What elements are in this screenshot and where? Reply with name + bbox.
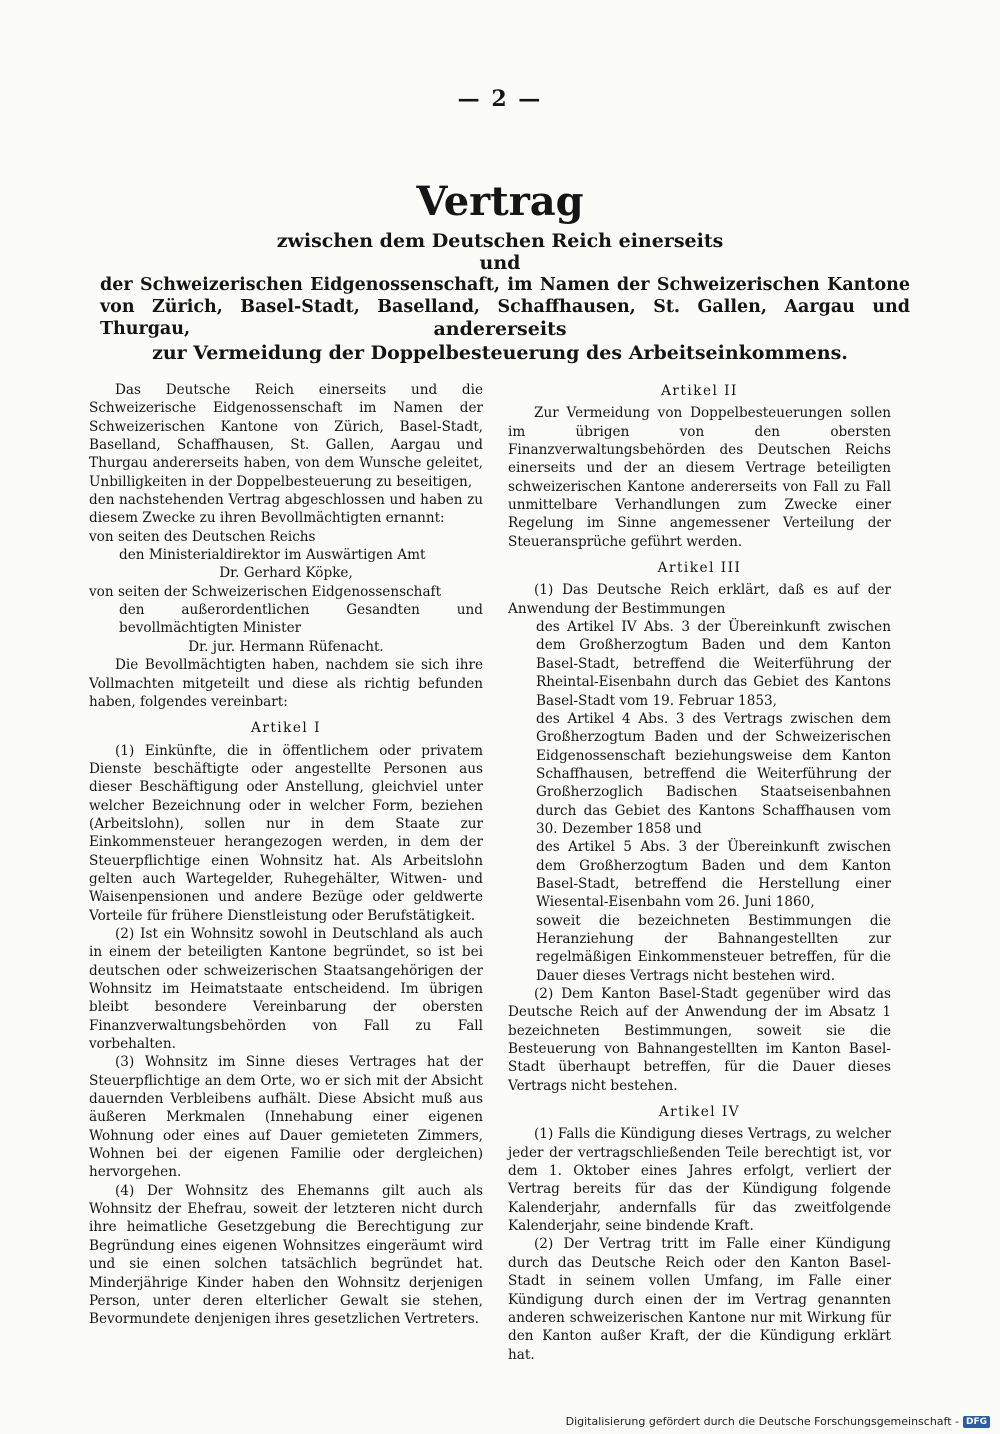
article-paragraph: (1) Falls die Kündigung dieses Vertrags, zu welcher jeder der vertragschließenden Teile berechtigt ist, vor dem 1. Oktober eines Jahres erfolgt, verliert der Vertrag bereits für das der Kündigung folgende Kalenderjahr, andernfalls für das zweitfolgende Kalenderjahr, seine bindende Kraft. (508, 1126, 891, 1235)
article-paragraph: (2) Ist ein Wohnsitz sowohl in Deutschland als auch in einem der beteiligten Kantone begründet, so ist bei deutschen oder schweizerischen Staatsangehörigen der Wohnsitz im Heimatstaate entscheidend. Im übrigen bleibt besondere Vereinbarung der obersten Finanzverwaltungsbehörden von Fall zu Fall vorbehalten. (89, 925, 483, 1053)
agreement-paragraph: Die Bevollmächtigten haben, nachdem sie sich ihre Vollmachten mitgeteilt und diese als richtig befunden haben, folgendes vereinbart: (89, 657, 483, 710)
plenipotentiary-line: den außerordentlichen Gesandten und bevollmächtigten Minister (119, 602, 483, 637)
article-heading: Artikel I (251, 720, 321, 737)
article-heading: Artikel IV (658, 1104, 741, 1121)
left-column (89, 381, 483, 1329)
subtitle-line-2: und (479, 252, 521, 274)
article-paragraph: (3) Wohnsitz im Sinne dieses Vertrages hat der Steuerpflichtige an dem Orte, wo er sich mit der Absicht dauernden Verbleibens aufhält. Diese Absicht muß aus äußeren Merkmalen (Innehabung einer eigenen Wohnung oder eines auf Dauer gemieteten Zimmers, Wohnen bei der eigenen Familie oder dergleichen) hervorgehen. (89, 1054, 483, 1181)
article-item: des Artikel 5 Abs. 3 der Übereinkunft zwischen dem Großherzogtum Baden und dem Kanton Basel-Stadt, betreffend die Herstellung einer Wiesental-Eisenbahn vom 26. Juni 1860, (536, 839, 891, 911)
dfg-logo: DFG (963, 1416, 990, 1428)
article-paragraph: soweit die bezeichneten Bestimmungen die Heranziehung der Bahnangestellten zur regelmäßigen Einkommensteuer betreffen, für die Dauer dieses Vertrags nicht bestehen wird. (536, 912, 891, 984)
article-heading: Artikel III (657, 560, 742, 577)
footer-text: Digitalisierung gefördert durch die Deutsche Forschungsgemeinschaft - (565, 1415, 959, 1428)
article-paragraph: (1) Das Deutsche Reich erklärt, daß es auf der Anwendung der Bestimmungen (508, 582, 891, 617)
article-heading: Artikel II (661, 383, 738, 399)
subtitle-line-5: zur Vermeidung der Doppelbesteuerung des Arbeitseinkommens. (152, 342, 848, 364)
preamble-paragraph: den nachstehenden Vertrag abgeschlossen und haben zu diesem Zwecke zu ihren Bevollmächtigten ernannt: (89, 492, 483, 527)
article-paragraph: (2) Der Vertrag tritt im Falle einer Kündigung durch das Deutsche Reich oder den Kanton Basel-Stadt in seinem vollen Umfang, im Falle einer Kündigung durch einen der im Vertrag genannten anderen schweizerischen Kantone nur mit Wirkung für den Kanton außer Kraft, der die Kündigung erklärt hat. (508, 1236, 891, 1363)
article-paragraph: (4) Der Wohnsitz des Ehemanns gilt auch als Wohnsitz der Ehefrau, soweit der letzteren nicht durch ihre heimatliche Gesetzgebung die Berechtigung zur Begründung eines eigenen Wohnsitzes eingeräumt wird und sie einen solchen tatsächlich begründet hat. Minderjährige Kinder haben den Wohnsitz derjenigen Person, unter deren elterlicher Gewalt sie stehen, Bevormundete denjenigen ihres gesetzlichen Vertreters. (89, 1182, 483, 1328)
page-number: — 2 — (457, 86, 543, 112)
preamble-paragraph: Das Deutsche Reich einerseits und die Schweizerische Eidgenossenschaft im Namen der Schweizerischen Kantone von Zürich, Basel-Stadt, Baselland, Schaffhausen, St. Gallen, Aargau und Thurgau andererseits haben, von dem Wunsche geleitet, Unbilligkeiten in der Doppelbesteuerung zu beseitigen, (89, 382, 483, 490)
plenipotentiary-name: Dr. Gerhard Köpke, (219, 565, 353, 582)
plenipotentiary-line: von seiten des Deutschen Reichs (89, 528, 316, 545)
plenipotentiary-line: von seiten der Schweizerischen Eidgenossenschaft (89, 583, 442, 600)
right-column (508, 382, 891, 1364)
article-paragraph: (1) Einkünfte, die in öffentlichem oder privatem Dienste beschäftigte oder angestellte Personen aus dieser Beschäftigung oder Anstellung, gleichviel unter welcher Bezeichnung oder in welcher Form, beziehen (Arbeitslohn), sollen nur in dem Staate zur Einkommensteuer herangezogen werden, in dem der Steuerpflichtige einen Wohnsitz hat. Als Arbeitslohn gelten auch Wartegelder, Ruhegehälter, Witwen- und Waisenpensionen und andere Bezüge oder geldwerte Vorteile für frühere Dienstleistung oder Berufstätigkeit. (89, 742, 483, 924)
article-item: des Artikel 4 Abs. 3 des Vertrags zwischen dem Großherzogtum Baden und der Schweizerischen Eidgenossenschaft beziehungsweise dem Kanton Schaffhausen, betreffend die Weiterführung der Großherzoglich Badischen Staatseisenbahnen durch das Gebiet des Kantons Schaffhausen vom 30. Dezember 1858 und (536, 710, 891, 837)
plenipotentiary-line: den Ministerialdirektor im Auswärtigen Amt (119, 547, 426, 564)
plenipotentiary-name: Dr. jur. Hermann Rüfenacht. (188, 638, 384, 655)
digitization-footer (566, 1415, 990, 1428)
document-title: Vertrag (416, 178, 584, 225)
article-item: des Artikel IV Abs. 3 der Übereinkunft zwischen dem Großherzogtum Baden und dem Kanton Basel-Stadt, betreffend die Weiterführung der Rheintal-Eisenbahn durch das Gebiet des Kantons Basel-Stadt vom 19. Februar 1853, (536, 619, 891, 709)
subtitle-line-4: andererseits (433, 318, 567, 340)
subtitle-line-3: der Schweizerischen Eidgenossenschaft, im Namen der Schweizerischen Kantone von Zürich, Basel-Stadt, Baselland, Schaffhausen, St. Gallen, Aargau und Thurgau, (100, 275, 910, 339)
subtitle-line-1: zwischen dem Deutschen Reich einerseits (276, 230, 724, 252)
article-paragraph: Zur Vermeidung von Doppelbesteuerungen sollen im übrigen von den obersten Finanzverwaltungsbehörden des Deutschen Reichs einerseits und der an diesem Vertrage beteiligten schweizerischen Kantone andererseits von Fall zu Fall unmittelbare Verhandlungen zum Zwecke einer Regelung im Sinne angemessener Verteilung der Steueransprüche geführt werden. (508, 405, 891, 550)
article-paragraph: (2) Dem Kanton Basel-Stadt gegenüber wird das Deutsche Reich auf der Anwendung der im Absatz 1 bezeichneten Bestimmungen, soweit sie die Besteuerung von Bahnangestellten im Kanton Basel-Stadt überhaupt betreffen, für die Dauer dieses Vertrags nicht bestehen. (508, 986, 891, 1094)
